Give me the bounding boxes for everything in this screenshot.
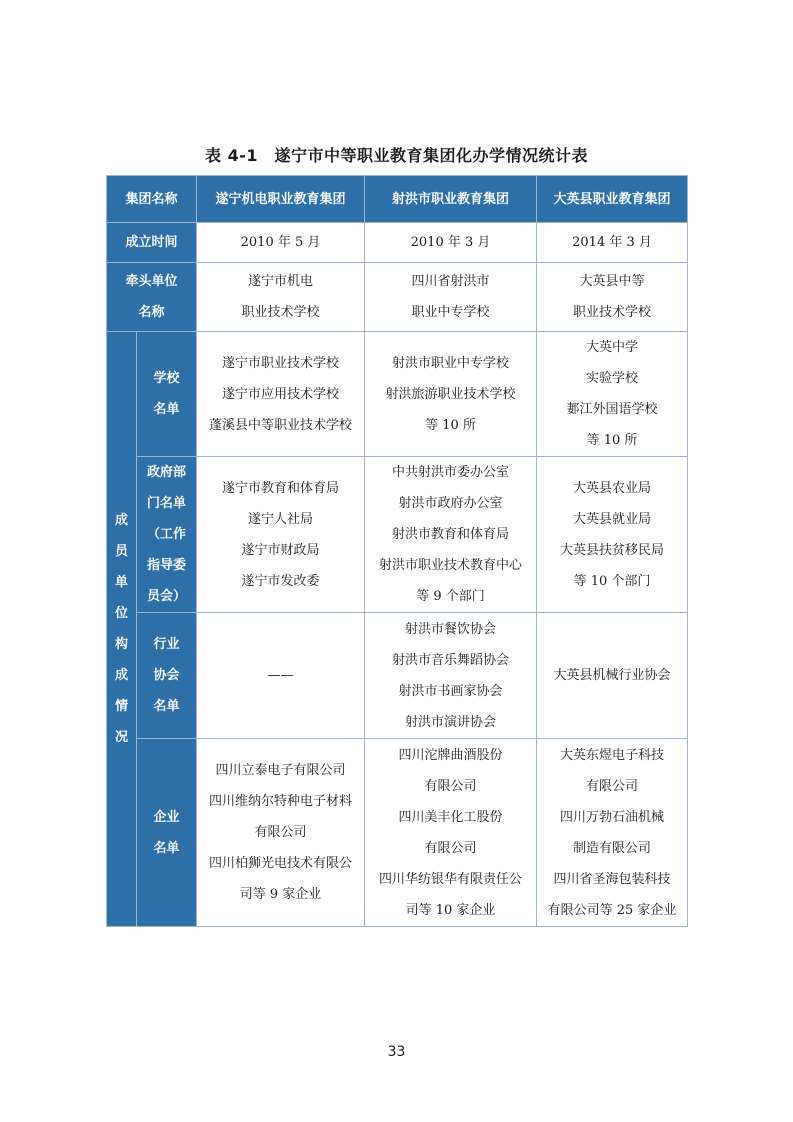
table-caption: 表 4-1 遂宁市中等职业教育集团化办学情况统计表 [205,146,588,165]
row-schools [107,332,688,457]
cell-line: 射洪市政府办公室 [398,496,503,511]
row-government [107,457,688,613]
cell-line: 大英县就业局 [573,511,652,527]
cell-line: 中共射洪市委办公室 [392,465,510,480]
cell-line: 职业技术学校 [241,305,320,320]
label-char: 员 [114,544,128,559]
row-associations [107,613,688,739]
cell-line: 遂宁市职业技术学校 [222,355,340,371]
label-char: 况 [114,730,128,745]
label-line: 牵头单位 [125,274,178,289]
cell-line: 实验学校 [586,371,639,386]
cell-line: 遂宁市教育和体育局 [222,480,340,496]
label-char: 位 [114,606,128,621]
label-line: 协会 [153,668,180,683]
label-line: 名称 [138,305,165,320]
label-associations [137,613,197,739]
cell-line: 遂宁市机电 [248,274,314,289]
cell-line: 职业技术学校 [573,305,652,320]
gov-daying [537,457,688,613]
label-line: 名单 [153,840,180,856]
cell-line: 大英县中等 [579,274,645,289]
corp-shehong [365,739,537,927]
label-char: 成 [114,513,128,528]
cell-line: 四川沱牌曲酒股份 [398,747,503,763]
cell-line: 郪江外国语学校 [566,402,658,417]
label-members [107,332,137,927]
label-char: 构 [114,637,128,652]
lead-suining [197,263,365,332]
label-line: 企业 [153,809,180,825]
label-char: 成 [114,668,128,683]
header-daying-group: 大英县职业教育集团 [537,176,688,223]
cell-line: 射洪市书画家协会 [398,683,503,699]
cell-line: 遂宁市应用技术学校 [222,386,340,402]
cell-line: 四川省射洪市 [411,274,490,289]
cell-line: 等 10 所 [425,417,476,433]
cell-line: 有限公司 [424,778,477,794]
cell-line: 射洪市音乐舞蹈协会 [392,652,510,668]
cell-line: 遂宁市财政局 [241,542,320,558]
label-lead-unit [107,263,197,332]
cell-line: 四川维纳尔特种电子材料 [209,794,353,809]
gov-suining [197,457,365,613]
schools-shehong [365,332,537,457]
cell-line: 司等 10 家企业 [405,902,496,918]
cell-line: 四川立泰电子有限公司 [215,763,346,778]
label-line: 名单 [153,402,180,417]
cell-line: 射洪市教育和体育局 [392,527,510,542]
cell-line: 蓬溪县中等职业技术学校 [209,417,353,433]
header-group-name: 集团名称 [107,176,197,223]
cell-line: 遂宁市发改委 [241,573,320,589]
cell-line: 有限公司 [586,778,639,794]
label-char: 单 [114,575,128,590]
row-founded [107,223,688,263]
corp-suining [197,739,365,927]
cell-line: 四川省圣海包装科技 [553,871,671,887]
label-line: 行业 [153,637,180,652]
cell-line: 四川华纺银华有限责任公 [379,871,523,887]
cell-line: 大英县扶贫移民局 [560,542,665,558]
row-enterprises [107,739,688,927]
label-enterprises [137,739,197,927]
label-line: 学校 [153,371,180,386]
label-line: （工作 [147,527,187,542]
row-lead-unit [107,263,688,332]
cell-line: 大英东煜电子科技 [560,747,665,763]
cell-line: 射洪市演讲协会 [405,714,497,730]
label-founded: 成立时间 [107,223,197,263]
assoc-shehong [365,613,537,739]
cell-line: 职业中专学校 [411,305,490,320]
label-line: 名单 [153,699,180,714]
cell-line: 大英县农业局 [573,480,652,496]
schools-suining [197,332,365,457]
table-header-row [107,176,688,223]
label-schools [137,332,197,457]
founded-suining: 2010 年 5 月 [197,223,365,263]
label-line: 员会） [147,589,187,604]
cell-line: 司等 9 家企业 [239,887,322,902]
cell-line: 射洪市职业技术教育中心 [379,558,523,573]
cell-line: 有限公司 [424,840,477,856]
label-char: 情 [114,699,128,714]
statistics-table [106,175,688,927]
label-government [137,457,197,613]
cell-line: 射洪旅游职业技术学校 [385,386,516,402]
label-line: 门名单 [147,496,187,511]
cell-line: 有限公司 [254,825,307,840]
cell-line: 四川万勃石油机械 [560,809,665,825]
cell-line: 等 10 个部门 [573,573,651,589]
cell-line: 射洪市职业中专学校 [392,355,510,371]
cell-line: 射洪市餐饮协会 [405,621,497,637]
lead-daying [537,263,688,332]
assoc-suining [197,613,365,739]
cell-line: —— [267,668,294,683]
founded-shehong: 2010 年 3 月 [365,223,537,263]
cell-line: 四川美丰化工股份 [398,809,503,825]
page-number: 33 [387,1044,406,1060]
cell-line: 遂宁人社局 [248,511,314,527]
lead-shehong [365,263,537,332]
schools-daying [537,332,688,457]
cell-line: 等 10 所 [586,433,638,448]
cell-line: 四川柏狮光电技术有限公 [209,856,353,871]
assoc-daying [537,613,688,739]
gov-shehong [365,457,537,613]
label-line: 政府部 [147,465,187,480]
cell-line: 大英中学 [586,340,639,355]
corp-daying [537,739,688,927]
header-suining-group: 遂宁机电职业教育集团 [197,176,365,223]
founded-daying: 2014 年 3 月 [537,223,688,263]
label-line: 指导委 [147,558,187,573]
cell-line: 有限公司等 25 家企业 [547,902,677,918]
header-shehong-group: 射洪市职业教育集团 [365,176,537,223]
cell-line: 大英县机械行业协会 [553,668,671,683]
cell-line: 制造有限公司 [573,840,652,856]
cell-line: 等 9 个部门 [416,589,485,604]
